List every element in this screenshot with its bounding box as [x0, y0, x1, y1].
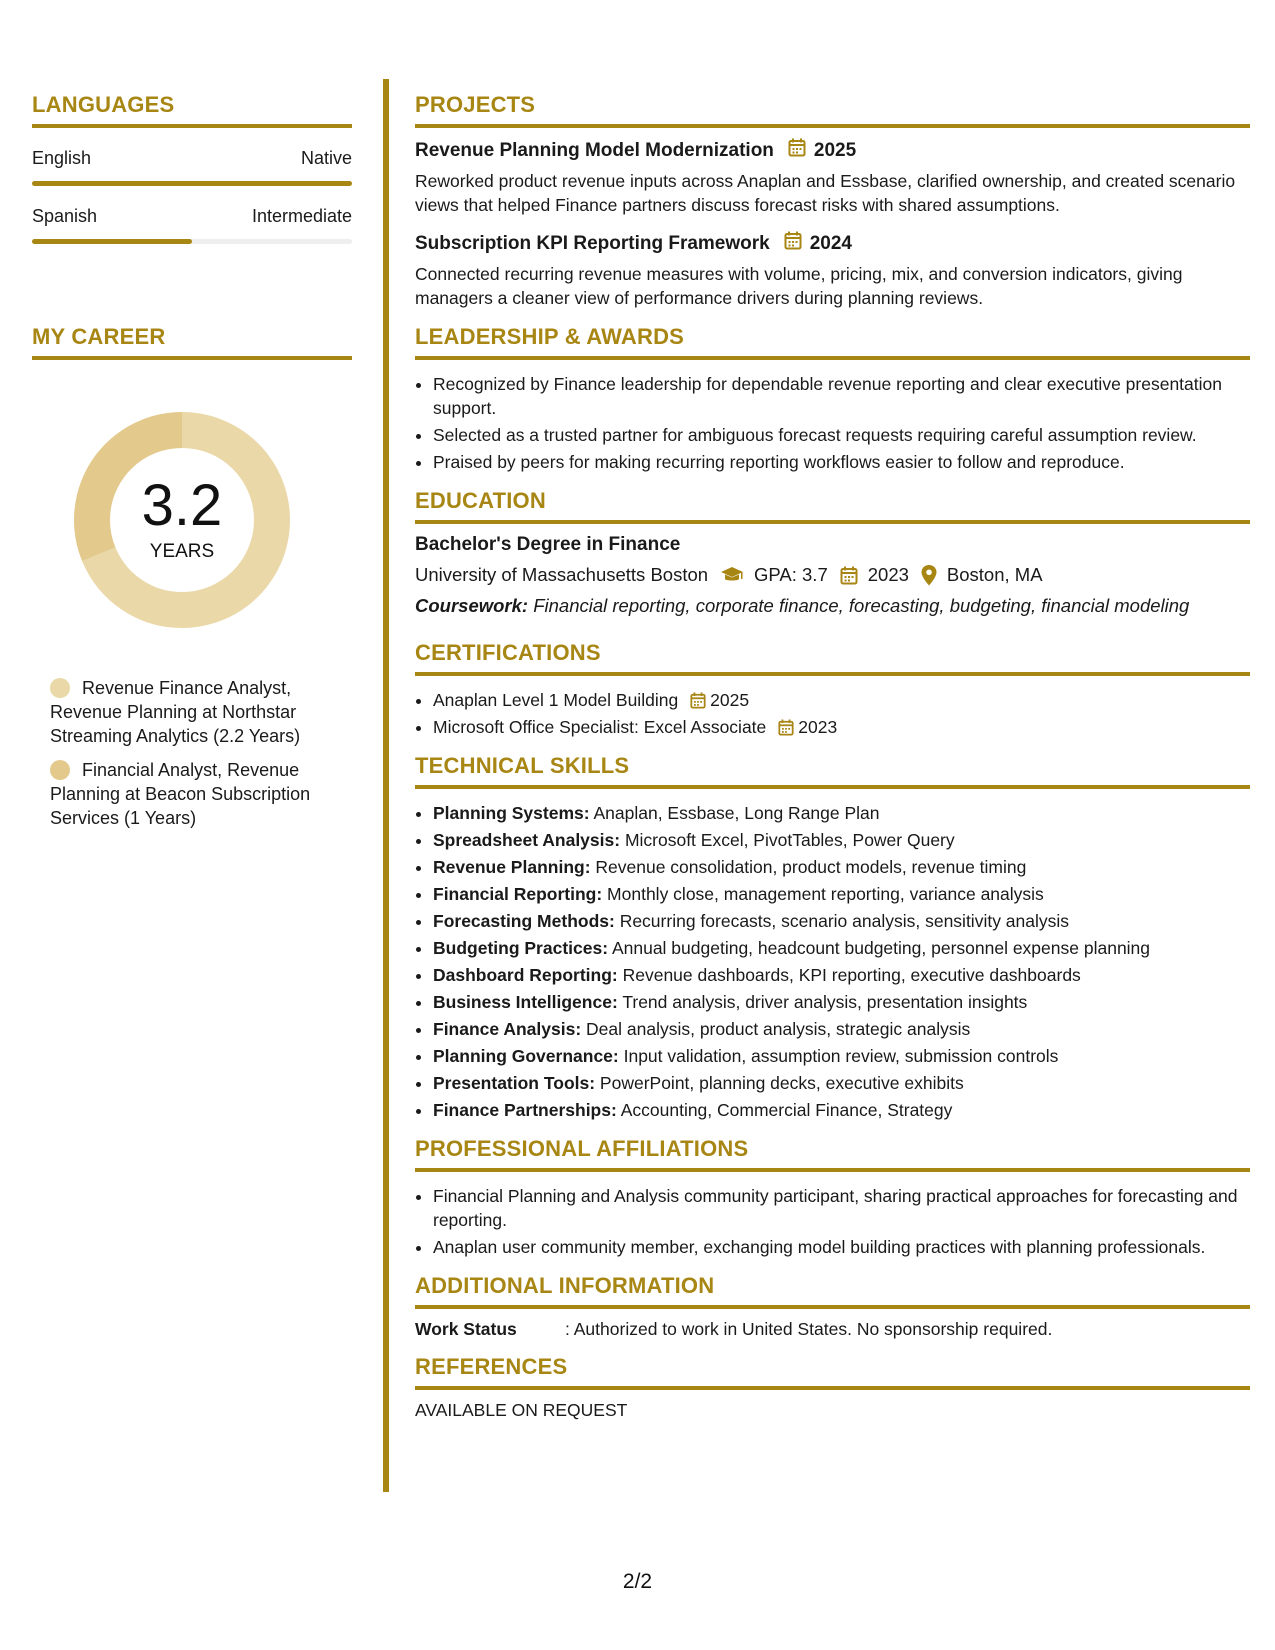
certifications-section: [415, 640, 1250, 739]
skill-label: Presentation Tools:: [433, 1073, 596, 1093]
references-text: AVAILABLE ON REQUEST: [415, 1400, 628, 1420]
certification-year: 2025: [710, 690, 750, 710]
language-level-bar: [32, 181, 352, 186]
skill-label: Revenue Planning:: [433, 857, 591, 877]
list-item: [433, 688, 1250, 712]
additional-heading: ADDITIONAL INFORMATION: [415, 1273, 1250, 1309]
career-legend-dot: [50, 760, 70, 780]
graduation-cap-icon: [720, 566, 744, 584]
career-legend-dot: [50, 678, 70, 698]
education-section: [415, 488, 1250, 618]
language-name: English: [32, 148, 92, 168]
skill-label: Budgeting Practices:: [433, 938, 609, 958]
career-donut-chart: [62, 400, 302, 640]
list-item: • Anaplan user community member, exchanging model building practices with planning professionals.: [433, 1235, 1250, 1259]
list-item: • Recognized by Finance leadership for dependable revenue reporting and clear executive presentation support.: [433, 372, 1250, 420]
skill-label: Financial Reporting:: [433, 884, 603, 904]
calendar-icon: [784, 231, 802, 256]
leadership-heading: LEADERSHIP & AWARDS: [415, 324, 1250, 360]
skill-label: Dashboard Reporting:: [433, 965, 618, 985]
language-level: Native: [300, 148, 352, 168]
education-location: Boston, MA: [946, 564, 1043, 585]
project-description: Connected recurring revenue measures with volume, pricing, mix, and conversion indicators, giving managers a cleaner view of performance drivers during planning reviews.: [415, 264, 1183, 308]
project-title: Revenue Planning Model Modernization: [415, 139, 774, 161]
references-section: [415, 1354, 1250, 1421]
leadership-list: [415, 372, 1250, 474]
language-spanish: [32, 206, 352, 244]
list-item: [433, 801, 1250, 825]
skill-label: Business Intelligence:: [433, 992, 618, 1012]
column-divider: [383, 79, 389, 1492]
skill-label: Planning Systems:: [433, 803, 590, 823]
skill-label: Planning Governance:: [433, 1046, 619, 1066]
leadership-section: [415, 324, 1250, 474]
project-description: Reworked product revenue inputs across Anaplan and Essbase, clarified ownership, and created scenario views that helped Finance partners discuss forecast risks with shared assumptions.: [415, 171, 1236, 215]
page-number: 2/2: [622, 1570, 653, 1593]
skill-value: Anaplan, Essbase, Long Range Plan: [589, 803, 880, 823]
skill-value: Microsoft Excel, PivotTables, Power Query: [620, 830, 955, 850]
career-heading: MY CAREER: [32, 324, 352, 360]
calendar-icon: [778, 719, 794, 736]
skill-value: Recurring forecasts, scenario analysis, sensitivity analysis: [614, 911, 1070, 931]
project-title-row: [415, 138, 1250, 163]
skill-value: Deal analysis, product analysis, strategic analysis: [581, 1019, 971, 1039]
skill-value: Revenue consolidation, product models, revenue timing: [590, 857, 1027, 877]
skill-value: Annual budgeting, headcount budgeting, personnel expense planning: [608, 938, 1151, 958]
references-heading: REFERENCES: [415, 1354, 1250, 1390]
career-years-unit: YEARS: [149, 541, 215, 562]
list-item: [433, 882, 1250, 906]
list-item: [433, 715, 1250, 739]
calendar-icon: [690, 692, 706, 709]
education-year: 2023: [867, 564, 909, 585]
certifications-heading: CERTIFICATIONS: [415, 640, 1250, 676]
list-item: • Selected as a trusted partner for ambiguous forecast requests requiring careful assumption review.: [433, 423, 1250, 447]
language-level-bar: [32, 239, 352, 244]
languages-heading: LANGUAGES: [32, 92, 352, 128]
skill-value: Input validation, assumption review, submission controls: [618, 1046, 1059, 1066]
skill-label: Forecasting Methods:: [433, 911, 615, 931]
calendar-icon: [840, 566, 858, 585]
skills-list: [415, 801, 1250, 1122]
language-level-fill: [32, 181, 352, 186]
affiliations-section: [415, 1136, 1250, 1259]
skill-value: Revenue dashboards, KPI reporting, executive dashboards: [617, 965, 1081, 985]
affiliations-heading: PROFESSIONAL AFFILIATIONS: [415, 1136, 1250, 1172]
education-heading: EDUCATION: [415, 488, 1250, 524]
list-item: [433, 936, 1250, 960]
education-details: [415, 564, 1250, 586]
calendar-icon: [788, 138, 806, 163]
list-item: [433, 1044, 1250, 1068]
skills-section: [415, 753, 1250, 1122]
work-status-label: Work Status: [415, 1319, 517, 1339]
certifications-list: [415, 688, 1250, 739]
certification-name: • Microsoft Office Specialist: Excel Associate: [433, 717, 767, 737]
skill-value: PowerPoint, planning decks, executive exhibits: [595, 1073, 964, 1093]
work-status-row: [415, 1319, 1250, 1340]
certification-year: 2023: [798, 717, 838, 737]
skill-value: Accounting, Commercial Finance, Strategy: [616, 1100, 953, 1120]
career-item: [50, 758, 352, 830]
list-item: [433, 855, 1250, 879]
list-item: [433, 990, 1250, 1014]
list-item: [433, 963, 1250, 987]
coursework-label: Coursework:: [415, 595, 529, 616]
list-item: • Praised by peers for making recurring reporting workflows easier to follow and reproduce.: [433, 450, 1250, 474]
project-year: 2025: [813, 139, 857, 161]
skill-label: Finance Analysis:: [433, 1019, 582, 1039]
education-gpa: GPA: 3.7: [754, 564, 828, 585]
language-level-fill: [32, 239, 192, 244]
project-title-row: [415, 231, 1250, 256]
project-title: Subscription KPI Reporting Framework: [415, 232, 770, 254]
projects-section: [415, 92, 1250, 310]
additional-section: [415, 1273, 1250, 1340]
career-list: [50, 676, 352, 830]
projects-heading: PROJECTS: [415, 92, 1250, 128]
skills-heading: TECHNICAL SKILLS: [415, 753, 1250, 789]
work-status-value: : Authorized to work in United States. No sponsorship required.: [565, 1319, 1053, 1339]
affiliations-list: [415, 1184, 1250, 1259]
list-item: [433, 1017, 1250, 1041]
certification-name: • Anaplan Level 1 Model Building: [433, 690, 679, 710]
skill-label: Finance Partnerships:: [433, 1100, 617, 1120]
career-item-text: Revenue Finance Analyst, Revenue Planning at Northstar Streaming Analytics (2.2 Years): [50, 678, 301, 746]
location-pin-icon: [921, 565, 937, 586]
education-coursework: [415, 594, 1250, 618]
coursework-text: Financial reporting, corporate finance, forecasting, budgeting, financial modeling: [528, 595, 1190, 616]
language-level: Intermediate: [251, 206, 352, 226]
skill-label: Spreadsheet Analysis:: [433, 830, 621, 850]
skill-value: Trend analysis, driver analysis, presentation insights: [617, 992, 1028, 1012]
career-item: [50, 676, 352, 748]
skill-value: Monthly close, management reporting, variance analysis: [602, 884, 1044, 904]
left-column: [32, 92, 352, 840]
career-item-text: Financial Analyst, Revenue Planning at Beacon Subscription Services (1 Years): [50, 760, 311, 828]
list-item: [433, 909, 1250, 933]
list-item: [433, 1071, 1250, 1095]
project-year: 2024: [809, 232, 852, 254]
education-degree: Bachelor's Degree in Finance: [415, 534, 681, 555]
list-item: [433, 1098, 1250, 1122]
list-item: • Financial Planning and Analysis community participant, sharing practical approaches for forecasting and reporting.: [433, 1184, 1250, 1232]
education-school: University of Massachusetts Boston: [415, 564, 709, 585]
language-name: Spanish: [32, 206, 98, 226]
right-column: [415, 92, 1250, 1435]
language-english: [32, 148, 352, 186]
career-total-years: 3.2: [141, 473, 223, 538]
list-item: [433, 828, 1250, 852]
